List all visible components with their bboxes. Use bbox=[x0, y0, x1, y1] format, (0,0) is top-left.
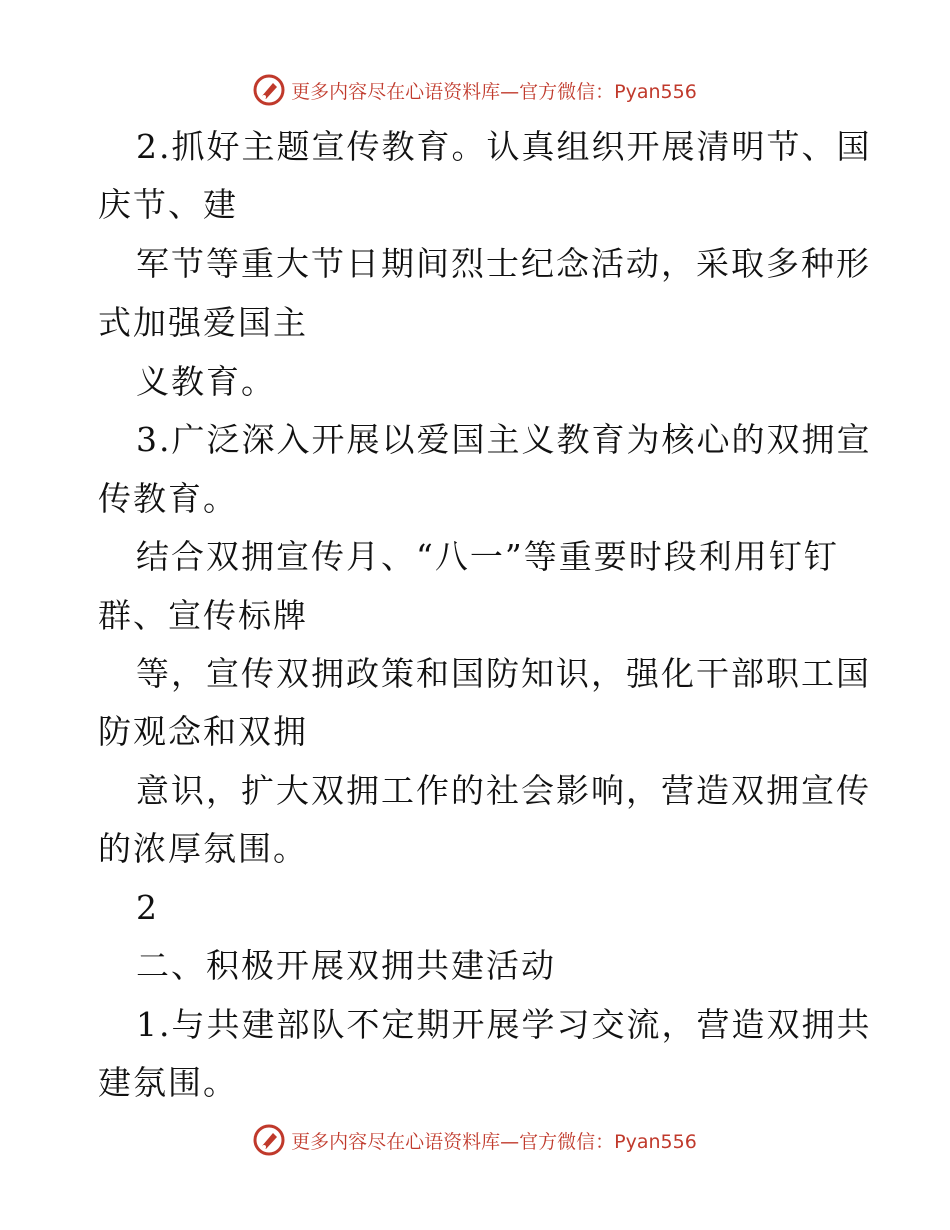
brand-logo-icon bbox=[253, 1124, 285, 1156]
paragraph-line: 式加强爱国主 bbox=[98, 303, 308, 342]
paragraph-line: 2.抓好主题宣传教育。认真组织开展清明节、国 bbox=[136, 127, 872, 166]
paragraph-line: 群、宣传标牌 bbox=[98, 596, 308, 635]
paragraph-line: 等，宣传双拥政策和国防知识，强化干部职工国 bbox=[136, 654, 871, 693]
paragraph-line: 结合双拥宣传月、“八一”等重要时段利用钉钉 bbox=[136, 537, 839, 576]
paragraph-line: 军节等重大节日期间烈士纪念活动，采取多种形 bbox=[136, 244, 871, 283]
footer-banner bbox=[0, 1120, 950, 1160]
page-number: 2 bbox=[136, 888, 159, 927]
paragraph-line: 防观念和双拥 bbox=[98, 712, 308, 751]
footer-banner-text: 更多内容尽在心语资料库—官方微信：Pyan556 bbox=[291, 1130, 697, 1153]
paragraph-line: 义教育。 bbox=[136, 362, 276, 401]
paragraph-line: 3.广泛深入开展以爱国主义教育为核心的双拥宣 bbox=[136, 420, 872, 459]
paragraph-line: 建氛围。 bbox=[98, 1063, 238, 1102]
paragraph-line: 1.与共建部队不定期开展学习交流，营造双拥共 bbox=[136, 1005, 872, 1044]
paragraph-line: 的浓厚氛围。 bbox=[98, 829, 308, 868]
paragraph-line: 庆节、建 bbox=[98, 185, 238, 224]
header-banner-text: 更多内容尽在心语资料库—官方微信：Pyan556 bbox=[291, 80, 697, 103]
section-heading: 二、积极开展双拥共建活动 bbox=[136, 946, 556, 985]
paragraph-line: 意识，扩大双拥工作的社会影响，营造双拥宣传 bbox=[136, 771, 871, 810]
paragraph-line: 传教育。 bbox=[98, 479, 238, 518]
